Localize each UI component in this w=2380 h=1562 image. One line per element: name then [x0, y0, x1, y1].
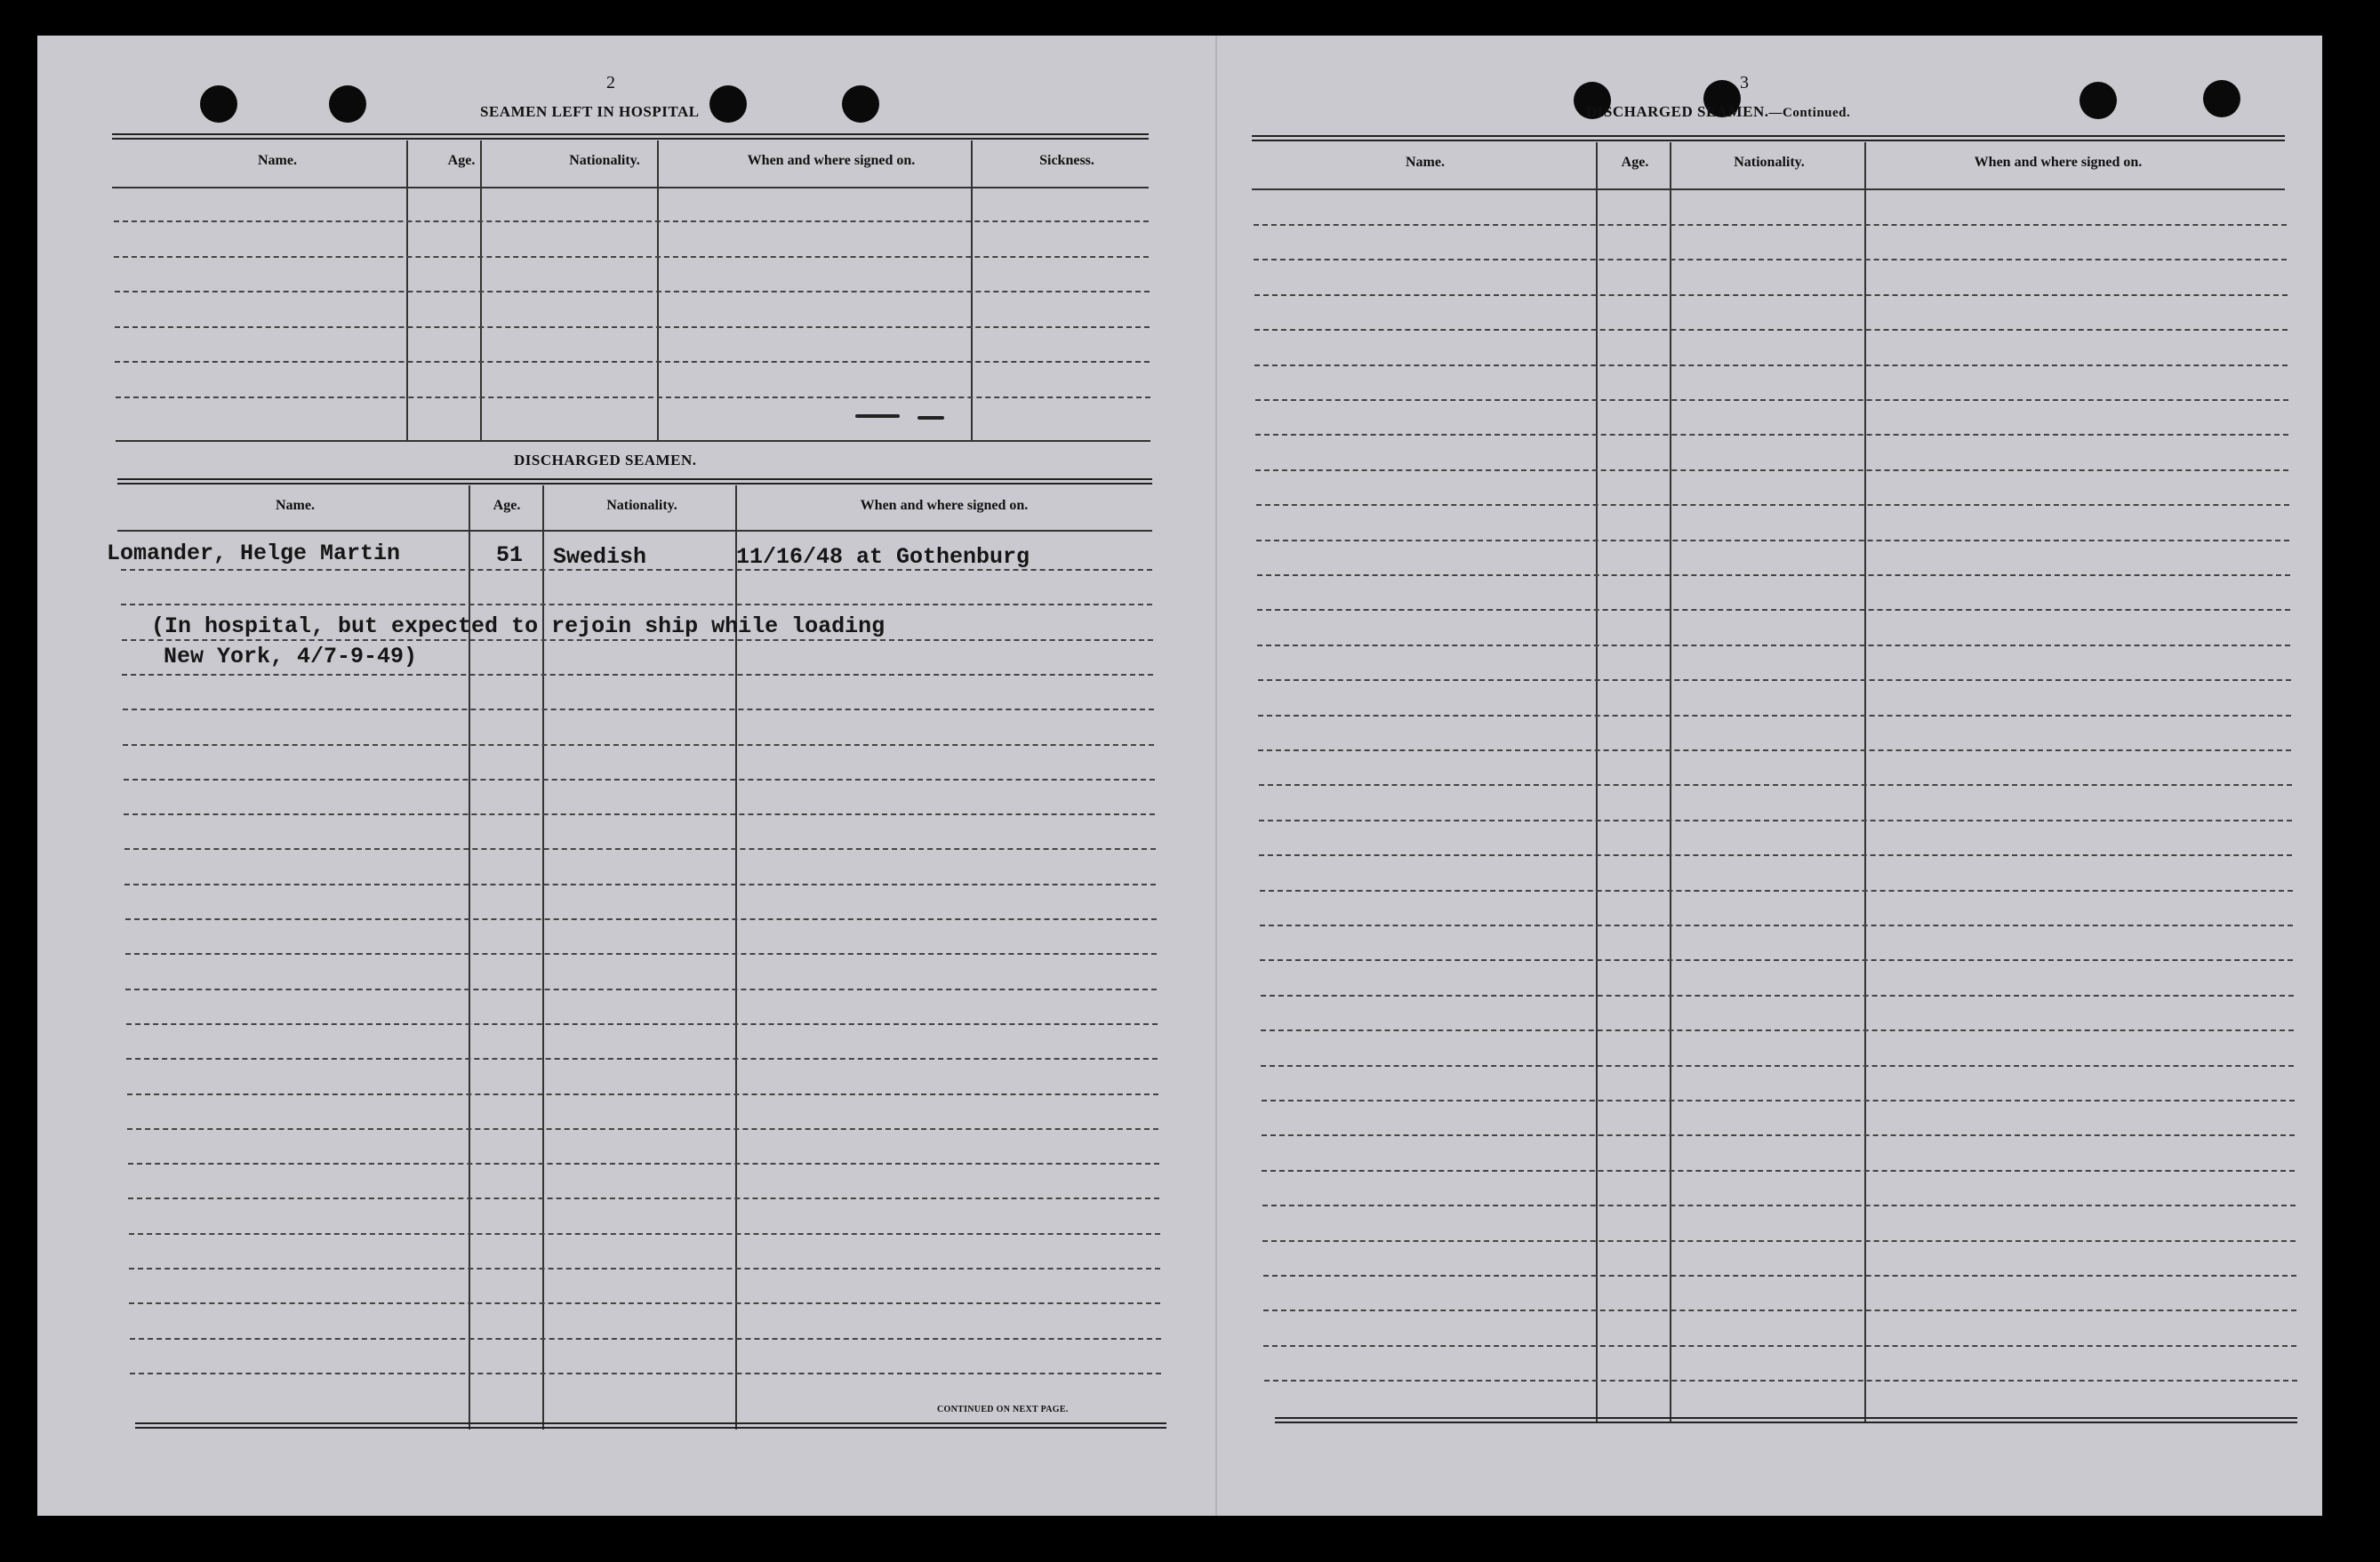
punch-hole: [842, 85, 879, 123]
right-header-rule: [1252, 188, 2285, 190]
ruled-line: [1264, 1380, 2297, 1382]
ruled-line: [129, 1302, 1160, 1304]
ruled-line: [1254, 259, 2287, 260]
right-col-divider: [1596, 142, 1598, 1422]
ruled-line: [1259, 854, 2292, 856]
ruled-line: [127, 1093, 1158, 1095]
ruled-line: [1259, 784, 2292, 786]
right-col-age: Age.: [1621, 155, 1649, 170]
right-col-name: Name.: [1406, 155, 1445, 170]
ruled-line: [1263, 1310, 2296, 1311]
ruled-line: [1258, 715, 2291, 717]
ruled-line: [128, 1198, 1159, 1199]
ruled-line: [130, 1338, 1161, 1340]
ruled-line: [1260, 925, 2293, 926]
ruled-line: [1262, 1240, 2296, 1242]
ruled-line: [127, 1128, 1158, 1130]
seaman-age: 51: [496, 542, 524, 568]
page-fold: [1215, 36, 1217, 1516]
ruled-line: [1262, 1170, 2295, 1172]
hospital-note-line-2: New York, 4/7-9-49): [164, 644, 418, 669]
ruled-line: [1254, 364, 2288, 366]
ruled-line: [1261, 1029, 2294, 1031]
ruled-line: [123, 709, 1154, 710]
punch-hole: [200, 85, 237, 123]
continued-footer: CONTINUED ON NEXT PAGE.: [937, 1405, 1069, 1414]
ruled-line: [1263, 1345, 2296, 1347]
page-number-right: 3: [1740, 73, 1749, 92]
ink-smudge: [918, 416, 944, 420]
ruled-line: [1255, 434, 2288, 436]
ruled-line: [1257, 609, 2290, 611]
ruled-line: [1254, 224, 2287, 226]
hospital-table-top-rule: [112, 133, 1149, 140]
discharged-section-title: DISCHARGED SEAMEN.: [514, 452, 697, 469]
ruled-line: [1258, 749, 2291, 751]
ruled-line: [1261, 1065, 2294, 1067]
hospital-col-nationality: Nationality.: [569, 153, 640, 168]
ruled-line: [129, 1233, 1160, 1235]
ruled-line: [125, 953, 1157, 955]
right-col-nationality: Nationality.: [1734, 155, 1805, 170]
punch-hole: [2079, 82, 2117, 119]
ruled-line: [130, 1373, 1161, 1374]
ruled-line: [114, 256, 1149, 258]
hospital-col-age: Age.: [447, 153, 476, 168]
ruled-line: [115, 326, 1150, 328]
ruled-line: [125, 989, 1157, 990]
discharged-header-rule: [117, 530, 1152, 532]
hospital-col-name: Name.: [258, 153, 297, 168]
page-number-left: 2: [606, 73, 615, 92]
ruled-line: [1256, 540, 2289, 541]
ruled-line: [1255, 399, 2288, 401]
ruled-line: [1261, 995, 2294, 997]
ruled-line: [1263, 1275, 2296, 1277]
ruled-line: [121, 604, 1152, 605]
hospital-col-sickness: Sickness.: [1039, 153, 1094, 168]
punch-hole: [709, 85, 747, 123]
right-col-signed-on: When and where signed on.: [1974, 155, 2143, 170]
ruled-line: [124, 779, 1155, 781]
seaman-signed-on: 11/16/48 at Gothenburg: [736, 544, 1030, 570]
ink-smudge: [855, 414, 900, 418]
right-col-divider: [1670, 142, 1671, 1422]
right-section-title: [1586, 103, 1850, 121]
ruled-line: [128, 1163, 1159, 1165]
ruled-line: [115, 291, 1150, 292]
ruled-line: [125, 918, 1157, 920]
right-title-text: DISCHARGED SEAMEN.: [1586, 103, 1769, 120]
discharged-col-nationality: Nationality.: [606, 498, 677, 513]
hospital-note-line-1: (In hospital, but expected to rejoin ship while loading: [151, 613, 885, 639]
ruled-line: [124, 884, 1156, 885]
ruled-line: [1255, 469, 2288, 471]
ruled-line: [1259, 820, 2292, 821]
ruled-line: [124, 813, 1155, 815]
right-table-bottom-rule: [1275, 1417, 2297, 1423]
ruled-line: [126, 1023, 1158, 1025]
ruled-line: [116, 397, 1150, 398]
right-col-divider: [1864, 142, 1866, 1422]
discharged-col-signed-on: When and where signed on.: [860, 498, 1029, 513]
ruled-line: [1254, 294, 2288, 296]
punch-hole: [329, 85, 366, 123]
ruled-line: [129, 1268, 1160, 1270]
ruled-line: [1262, 1134, 2295, 1136]
discharged-col-age: Age.: [493, 498, 521, 513]
ruled-line: [115, 361, 1150, 363]
ruled-line: [1262, 1100, 2295, 1101]
right-table-top-rule: [1252, 135, 2285, 141]
ruled-line: [1254, 329, 2288, 331]
hospital-header-rule: [112, 187, 1149, 188]
ruled-line: [126, 1058, 1158, 1060]
ruled-line: [1256, 504, 2289, 506]
ruled-line: [124, 848, 1156, 850]
right-title-suffix: —Continued.: [1768, 106, 1851, 120]
ruled-line: [122, 674, 1153, 676]
discharged-table-bottom-rule: [135, 1422, 1166, 1429]
hospital-section-title: SEAMEN LEFT IN HOSPITAL: [480, 103, 700, 120]
discharged-col-name: Name.: [276, 498, 315, 513]
ruled-line: [1257, 574, 2290, 576]
hospital-table-bottom-rule: [116, 440, 1150, 442]
document-sheet: [37, 36, 2322, 1516]
discharged-table-top-rule: [117, 478, 1152, 485]
hospital-col-signed-on: When and where signed on.: [747, 153, 916, 168]
ruled-line: [1258, 679, 2291, 681]
ruled-line: [1260, 890, 2293, 892]
seaman-name: Lomander, Helge Martin: [107, 541, 401, 566]
ruled-line: [1260, 959, 2293, 961]
ruled-line: [123, 744, 1154, 746]
seaman-nationality: Swedish: [553, 544, 647, 570]
ruled-line: [1257, 645, 2290, 646]
punch-hole: [2203, 80, 2240, 117]
ruled-line: [1262, 1205, 2296, 1206]
ruled-line: [114, 220, 1149, 222]
